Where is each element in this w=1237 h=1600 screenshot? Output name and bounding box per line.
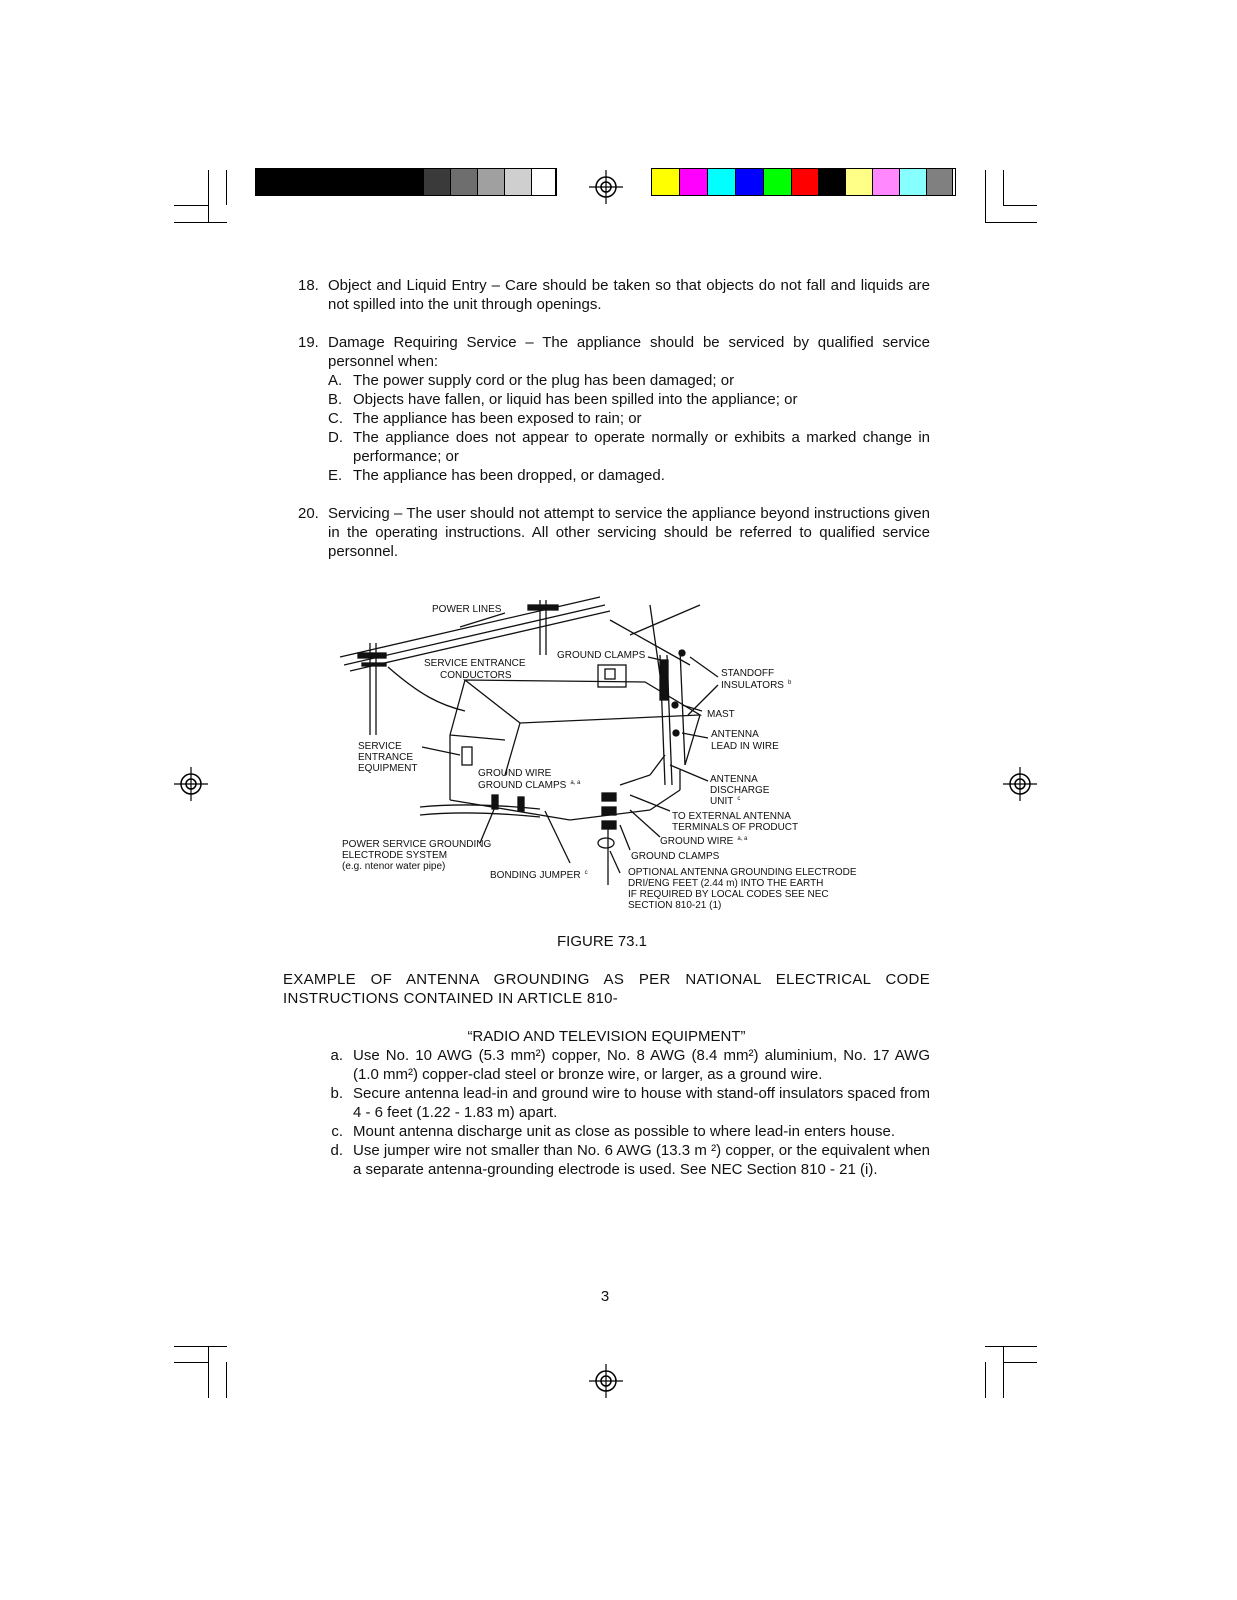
sub-item-letter: E. <box>328 467 343 484</box>
calibration-swatch <box>900 169 927 195</box>
calibration-swatch <box>819 169 846 195</box>
calibration-swatch <box>846 169 873 195</box>
sub-item-text: The appliance has been exposed to rain; or <box>353 410 642 427</box>
sub-item-text: The power supply cord or the plug has been damaged; or <box>353 372 735 389</box>
registration-mark-bottom-icon <box>589 1364 623 1398</box>
sub-item-letter: A. <box>328 372 343 389</box>
label-optional-electrode: DRI/ENG FEET (2.44 m) INTO THE EARTH <box>628 878 824 889</box>
calibration-swatch <box>451 169 478 195</box>
grounding-notes <box>283 970 930 1179</box>
page-number: 3 <box>600 1288 610 1305</box>
label-antenna-lead-in: ANTENNA <box>711 729 759 740</box>
calibration-swatch <box>532 169 556 195</box>
note-text: Use jumper wire not smaller than No. 6 AWG (13.3 m ²) copper, or the equivalent when a separate antenna-grounding electrode is used. See NEC Section 810 - 21 (i). <box>353 1142 930 1178</box>
item-number: 18. <box>298 277 319 294</box>
safety-instructions <box>298 276 930 561</box>
label-power-service-grounding: POWER SERVICE GROUNDING <box>342 839 492 850</box>
calibration-swatch <box>256 169 284 195</box>
sub-item-letter: C. <box>328 410 343 427</box>
sub-item <box>328 371 930 390</box>
note-letter: c. <box>331 1123 343 1140</box>
label-optional-electrode: OPTIONAL ANTENNA GROUNDING ELECTRODE <box>628 867 857 878</box>
label-ground-wire-clamps: GROUND WIRE <box>478 768 552 779</box>
calibration-swatch <box>478 169 505 195</box>
label-to-external-antenna: TERMINALS OF PRODUCT <box>672 822 799 833</box>
note-text: Use No. 10 AWG (5.3 mm²) copper, No. 8 AWG (8.4 mm²) aluminium, No. 17 AWG (1.0 mm²) copper-clad steel or bronze wire, or larger, as a ground wire. <box>353 1047 930 1083</box>
label-ground-wire-clamps: GROUND CLAMPS $^{a, a}$ <box>478 780 581 791</box>
figure-caption: FIGURE 73.1 <box>557 933 648 950</box>
item-text: Servicing – The user should not attempt to service the appliance beyond instructions given in the operating instructions. All other servicing should be referred to qualified service personnel. <box>328 505 930 560</box>
label-mast: MAST <box>707 709 735 720</box>
label-antenna-discharge-unit: ANTENNA <box>710 774 758 785</box>
calibration-swatch <box>284 169 312 195</box>
notes-subheading: “RADIO AND TELEVISION EQUIPMENT” <box>467 1028 746 1045</box>
registration-mark-top-icon <box>589 170 623 204</box>
label-standoff-insulators: INSULATORS $^b$ <box>721 680 792 691</box>
gray-calibration-bar <box>255 168 557 196</box>
item-text: Object and Liquid Entry – Care should be taken so that objects do not fall and liquids are not spilled into the unit through openings. <box>328 277 930 313</box>
sub-item <box>328 390 930 409</box>
calibration-swatch <box>505 169 532 195</box>
calibration-swatch <box>873 169 900 195</box>
item-text: Damage Requiring Service – The appliance should be serviced by qualified service personnel when: <box>328 334 930 370</box>
calibration-swatch <box>396 169 424 195</box>
sub-item <box>328 428 930 466</box>
note-text: Mount antenna discharge unit as close as possible to where lead-in enters house. <box>353 1123 895 1140</box>
calibration-swatch <box>340 169 368 195</box>
antenna-grounding-diagram <box>330 585 890 920</box>
calibration-swatch <box>927 169 953 195</box>
label-standoff-insulators: STANDOFF <box>721 668 775 679</box>
label-optional-electrode: SECTION 810-21 (1) <box>628 900 722 911</box>
note-text: Secure antenna lead-in and ground wire to house with stand-off insulators spaced from 4 - 6 feet (1.22 - 1.83 m) apart. <box>353 1085 930 1121</box>
sub-item <box>328 466 930 485</box>
item-number: 19. <box>298 334 319 351</box>
calibration-swatch <box>312 169 340 195</box>
label-service-entrance-conductors: SERVICE ENTRANCE <box>424 658 526 669</box>
label-power-lines: POWER LINES <box>432 604 502 615</box>
note-letter: a. <box>330 1047 343 1064</box>
list-item <box>283 1141 930 1179</box>
sub-item-text: Objects have fallen, or liquid has been spilled into the appliance; or <box>353 391 798 408</box>
label-service-entrance-equipment: SERVICE <box>358 741 402 752</box>
registration-mark-left-icon <box>174 767 208 801</box>
label-optional-electrode: IF REQUIRED BY LOCAL CODES SEE NEC <box>628 889 829 900</box>
label-antenna-lead-in: LEAD IN WIRE <box>711 741 779 752</box>
item-number: 20. <box>298 505 319 522</box>
list-item <box>298 276 930 314</box>
sub-item-text: The appliance has been dropped, or damaged. <box>353 467 665 484</box>
label-service-entrance-equipment: EQUIPMENT <box>358 763 418 774</box>
sub-item-letter: D. <box>328 429 343 446</box>
list-item <box>298 333 930 485</box>
label-antenna-discharge-unit: DISCHARGE <box>710 785 770 796</box>
list-item <box>298 504 930 561</box>
calibration-swatch <box>368 169 396 195</box>
label-power-service-grounding: ELECTRODE SYSTEM <box>342 850 448 861</box>
label-ground-clamps-top: GROUND CLAMPS <box>557 650 646 661</box>
calibration-swatch <box>764 169 792 195</box>
notes-heading: EXAMPLE OF ANTENNA GROUNDING AS PER NATIONAL ELECTRICAL CODE INSTRUCTIONS CONTAINED IN ARTICLE 810- <box>283 971 930 1007</box>
sub-item-text: The appliance does not appear to operate normally or exhibits a marked change in performance; or <box>353 429 930 465</box>
calibration-swatch <box>424 169 451 195</box>
list-item <box>283 1122 930 1141</box>
calibration-swatch <box>680 169 708 195</box>
label-service-entrance-conductors: CONDUCTORS <box>440 670 512 681</box>
list-item <box>283 1046 930 1084</box>
calibration-swatch <box>652 169 680 195</box>
label-antenna-discharge-unit: UNIT $^c$ <box>710 796 741 807</box>
label-ground-clamps-bottom: GROUND CLAMPS <box>631 851 720 862</box>
note-letter: b. <box>330 1085 343 1102</box>
note-letter: d. <box>330 1142 343 1159</box>
calibration-swatch <box>792 169 819 195</box>
sub-item <box>328 409 930 428</box>
label-to-external-antenna: TO EXTERNAL ANTENNA <box>672 811 791 822</box>
color-calibration-bar <box>651 168 956 196</box>
list-item <box>283 1084 930 1122</box>
label-power-service-grounding: (e.g. ntenor water pipe) <box>342 861 446 872</box>
label-ground-wire: GROUND WIRE $^{a, a}$ <box>660 836 748 847</box>
label-bonding-jumper: BONDING JUMPER $^c$ <box>490 870 588 881</box>
label-service-entrance-equipment: ENTRANCE <box>358 752 414 763</box>
registration-mark-right-icon <box>1003 767 1037 801</box>
calibration-swatch <box>708 169 736 195</box>
calibration-swatch <box>736 169 764 195</box>
sub-item-letter: B. <box>328 391 343 408</box>
